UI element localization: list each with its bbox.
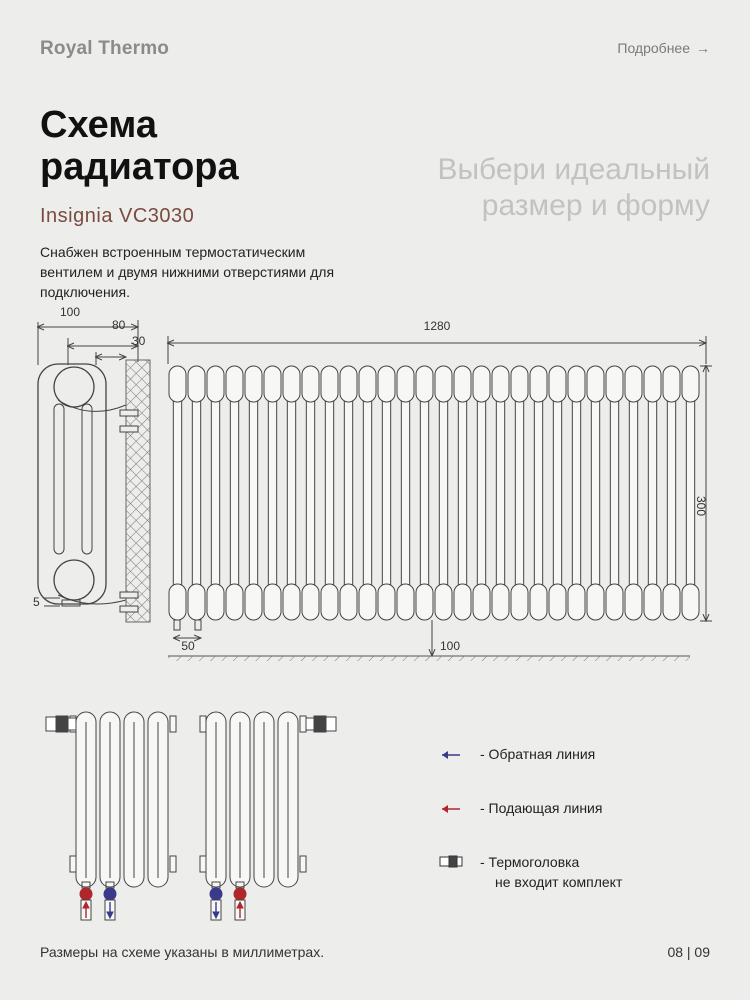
front-dim-height-label: 300 [694, 495, 708, 517]
return-valve-marker [104, 888, 116, 900]
legend-return-label: - Обратная линия [480, 746, 596, 762]
connection-cap [300, 856, 306, 872]
slogan-line2: размер и форму [481, 189, 710, 222]
radiator-section [302, 366, 319, 620]
radiator-section [473, 366, 490, 620]
radiator-section [321, 366, 338, 620]
legend-thermo-head [438, 852, 622, 892]
side-view [38, 320, 150, 622]
connection-cap [70, 856, 76, 872]
arrow-right-icon: → [696, 40, 710, 56]
side-radiator-body [38, 364, 106, 604]
front-dim-floor-label: 100 [439, 639, 461, 653]
floor-hatch [168, 656, 690, 661]
page-title-line1: Схема [40, 104, 158, 146]
radiator-section [454, 366, 471, 620]
radiator-section [207, 366, 224, 620]
connection-diagram-right [200, 712, 336, 920]
radiator-sections [169, 366, 699, 620]
side-radiator-slot [54, 404, 64, 554]
radiator-section [606, 366, 623, 620]
radiator-section [359, 366, 376, 620]
radiator-section [644, 366, 661, 620]
page-counter: 08 | 09 [667, 944, 710, 960]
legend-return [438, 746, 595, 762]
connection-diagram-left [46, 712, 176, 920]
front-valve-left [174, 620, 180, 630]
side-dim-offset-label: 80 [112, 318, 126, 332]
radiator-section [397, 366, 414, 620]
supply-valve-marker [80, 888, 92, 900]
thermo-head-icon [46, 716, 76, 732]
side-radiator-slot [82, 404, 92, 554]
connection-cap [300, 716, 306, 732]
radiator-section [264, 366, 281, 620]
radiator-section [511, 366, 528, 620]
radiator-section [340, 366, 357, 620]
legend-supply-label: - Подающая линия [480, 800, 603, 816]
connection-cap [170, 856, 176, 872]
front-valve-right [195, 620, 201, 630]
radiator-section [549, 366, 566, 620]
connection-cap [200, 716, 206, 732]
connection-cap [200, 856, 206, 872]
front-view [168, 336, 712, 661]
radiator-section [435, 366, 452, 620]
brand-logo: Royal Thermo [40, 38, 170, 59]
legend-supply [438, 800, 602, 816]
supply-valve-marker [234, 888, 246, 900]
radiator-section [492, 366, 509, 620]
description: Снабжен встроенным термостатическим вентилем и двумя нижними отверстиями для подключения. [40, 244, 335, 300]
model-name: Insignia VC3030 [40, 205, 195, 227]
side-dim-wall-label: 30 [132, 334, 146, 348]
front-dim-length-label: 1280 [423, 319, 451, 333]
radiator-section [416, 366, 433, 620]
legend-thermo-head-label: - Термоголовка [480, 854, 580, 870]
side-dim-depth-label: 100 [60, 305, 81, 319]
radiator-section [283, 366, 300, 620]
radiator-section [245, 366, 262, 620]
legend-thermo-head-note: не входит комплект [495, 874, 623, 890]
wall-hatch-cross [126, 360, 150, 622]
radiator-section [682, 366, 699, 620]
thermo-head-icon [306, 716, 336, 732]
radiator-section [530, 366, 547, 620]
page-title-line2: радиатора [40, 146, 239, 188]
side-dim-bottom-label: 5 [33, 595, 40, 609]
radiator-section [625, 366, 642, 620]
return-valve-marker [210, 888, 222, 900]
radiator-section [663, 366, 680, 620]
radiator-section [226, 366, 243, 620]
footer-note: Размеры на схеме указаны в миллиметрах. [40, 944, 325, 960]
connection-cap [170, 716, 176, 732]
radiator-section [378, 366, 395, 620]
more-link-label[interactable]: Подробнее [617, 40, 690, 56]
radiator-section [587, 366, 604, 620]
slogan-line1: Выбери идеальный [437, 153, 710, 186]
front-dim-connection-label: 50 [181, 639, 195, 653]
side-valve [62, 600, 80, 606]
radiator-section [568, 366, 585, 620]
side-collector-bottom [54, 560, 94, 600]
radiator-section [188, 366, 205, 620]
radiator-section [169, 366, 186, 620]
